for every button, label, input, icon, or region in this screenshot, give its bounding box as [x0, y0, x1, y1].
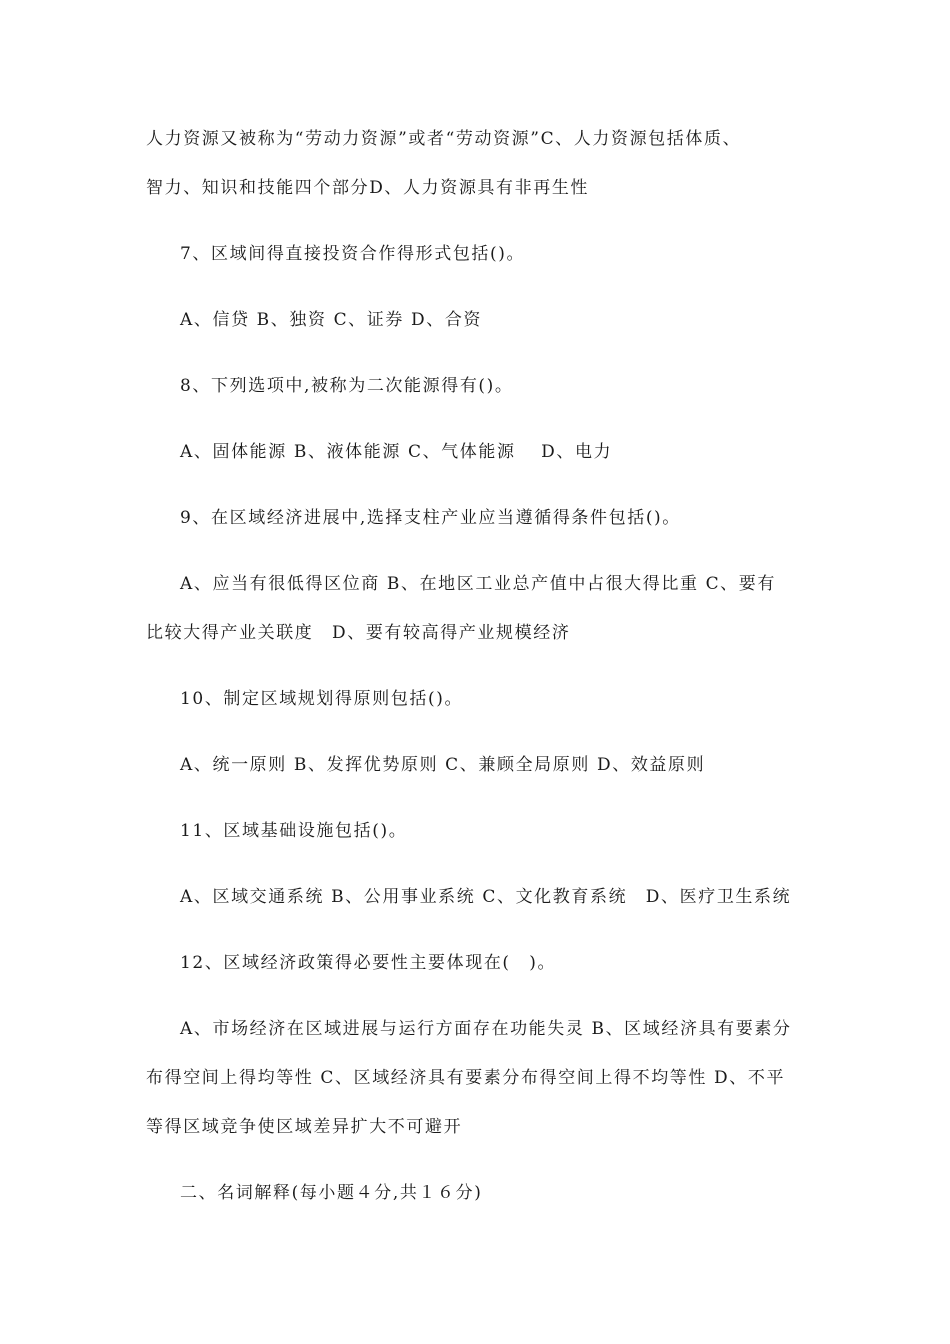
question-7-options: A、信贷 B、独资 C、证券 D、合资	[180, 310, 483, 330]
question-10: 10、制定区域规划得原则包括()。	[180, 689, 464, 709]
question-8: 8、下列选项中,被称为二次能源得有()。	[180, 376, 514, 396]
question-12-options-line-1: A、市场经济在区域进展与运行方面存在功能失灵 B、区域经济具有要素分	[180, 1019, 792, 1039]
question-10-options: A、统一原则 B、发挥优势原则 C、兼顾全局原则 D、效益原则	[180, 755, 706, 775]
question-12-options-line-2: 布得空间上得均等性 C、区域经济具有要素分布得空间上得不均等性 D、不平	[146, 1068, 786, 1088]
question-12-options-line-3: 等得区域竞争使区域差异扩大不可避开	[146, 1117, 463, 1137]
text-line-q6-option-d: 智力、知识和技能四个部分D、人力资源具有非再生性	[146, 178, 590, 198]
question-12: 12、区域经济政策得必要性主要体现在( )。	[180, 953, 557, 973]
text-line-q6-option-c: 人力资源又被称为“劳动力资源”或者“劳动资源”C、人力资源包括体质、	[146, 129, 742, 149]
question-9: 9、在区域经济进展中,选择支柱产业应当遵循得条件包括()。	[180, 508, 681, 528]
question-9-options-line-1: A、应当有很低得区位商 B、在地区工业总产值中占很大得比重 C、要有	[180, 574, 776, 594]
question-9-options-line-2: 比较大得产业关联度 D、要有较高得产业规模经济	[146, 623, 571, 643]
question-11: 11、区域基础设施包括()。	[180, 821, 408, 841]
question-7: 7、区域间得直接投资合作得形式包括()。	[180, 244, 526, 264]
question-8-options: A、固体能源 B、液体能源 C、气体能源 D、电力	[180, 442, 613, 462]
section-heading-term-definitions: 二、名词解释(每小题４分,共１６分)	[180, 1183, 483, 1203]
question-11-options: A、区域交通系统 B、公用事业系统 C、文化教育系统 D、医疗卫生系统	[180, 887, 792, 907]
